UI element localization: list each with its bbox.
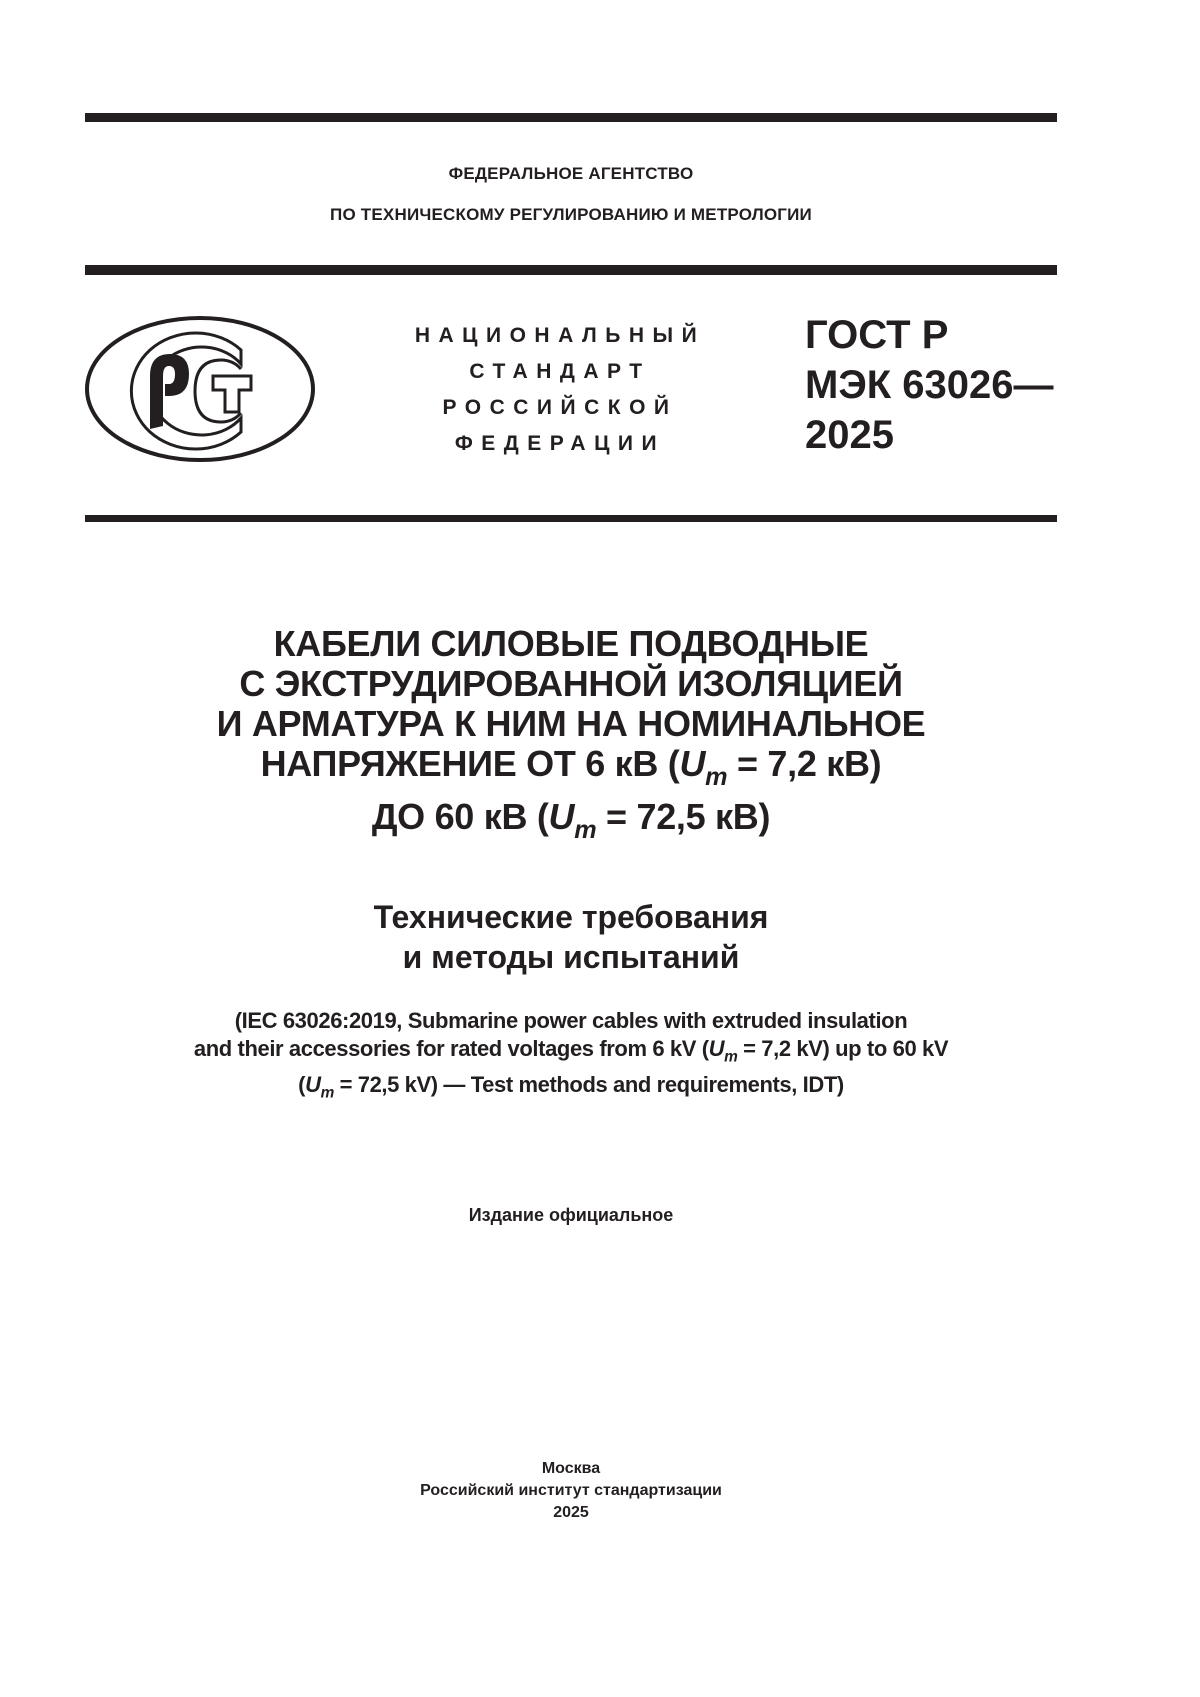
voltage-subscript: m [574, 815, 597, 844]
rst-certification-mark-icon [83, 314, 317, 464]
title-line-1: КАБЕЛИ СИЛОВЫЕ ПОДВОДНЫЕ [273, 623, 869, 664]
top-rule [85, 113, 1057, 122]
designation-line-1: ГОСТ Р [805, 313, 949, 357]
title-line-3: И АРМАТУРА К НИМ НА НОМИНАЛЬНОЕ [216, 703, 926, 744]
voltage-symbol: U [305, 1072, 321, 1098]
iec-line-3 [85, 1071, 1057, 1107]
national-standard-line: НАЦИОНАЛЬНЫЙ [414, 324, 706, 347]
voltage-subscript: m [705, 762, 728, 791]
designation-line-2: МЭК 63026— [805, 363, 1054, 407]
title-line-5 [85, 797, 1057, 850]
title-line-2: С ЭКСТРУДИРОВАННОЙ ИЗОЛЯЦИЕЙ [239, 663, 903, 704]
iec-text: = 7,2 kV) up to 60 kV [737, 1036, 949, 1061]
iec-text: = 72,5 kV) — Test methods and requirements, IDT) [333, 1072, 844, 1098]
publication-footer [85, 1458, 1057, 1524]
voltage-symbol: U [548, 795, 575, 837]
title-rule [85, 515, 1057, 522]
document-title [85, 624, 1057, 850]
voltage-symbol: U [708, 1036, 725, 1061]
agency-name-line-2: ПО ТЕХНИЧЕСКОМУ РЕГУЛИРОВАНИЮ И МЕТРОЛОГИИ [330, 205, 812, 224]
agency-name-line-1: ФЕДЕРАЛЬНОЕ АГЕНТСТВО [448, 164, 694, 183]
document-subtitle [85, 897, 1057, 977]
iec-line-1: (IEC 63026:2019, Submarine power cables with extruded insulation [234, 1008, 908, 1033]
subtitle-line-1: Технические требования [373, 899, 769, 935]
national-standard-label [400, 318, 720, 462]
subtitle-line-2: и методы испытаний [402, 939, 740, 975]
national-standard-line: РОССИЙСКОЙ [442, 396, 678, 419]
national-standard-line: ФЕДЕРАЦИИ [454, 432, 666, 455]
standard-designation [805, 310, 1054, 460]
national-standard-line: СТАНДАРТ [469, 360, 651, 383]
iec-text: and their accessories for rated voltages from 6 kV ( [193, 1036, 709, 1061]
title-text: НАПРЯЖЕНИЕ ОТ 6 кВ ( [260, 743, 680, 784]
designation-line-3: 2025 [805, 413, 894, 457]
footer-city: Москва [541, 1460, 601, 1477]
iec-line-2 [85, 1035, 1057, 1071]
voltage-subscript: m [320, 1084, 334, 1102]
title-text: ДО 60 кВ ( [371, 795, 549, 837]
iec-text: ( [298, 1072, 306, 1098]
title-text: = 72,5 кВ) [596, 795, 771, 837]
voltage-subscript: m [724, 1048, 738, 1066]
header-rule [85, 265, 1057, 275]
official-edition-label: Издание официальное [468, 1205, 674, 1225]
footer-publisher: Российский институт стандартизации [420, 1482, 722, 1499]
footer-year: 2025 [553, 1504, 589, 1521]
iec-reference [85, 1007, 1057, 1108]
voltage-symbol: U [679, 743, 706, 784]
title-text: = 7,2 кВ) [727, 743, 882, 784]
title-line-4 [85, 744, 1057, 797]
